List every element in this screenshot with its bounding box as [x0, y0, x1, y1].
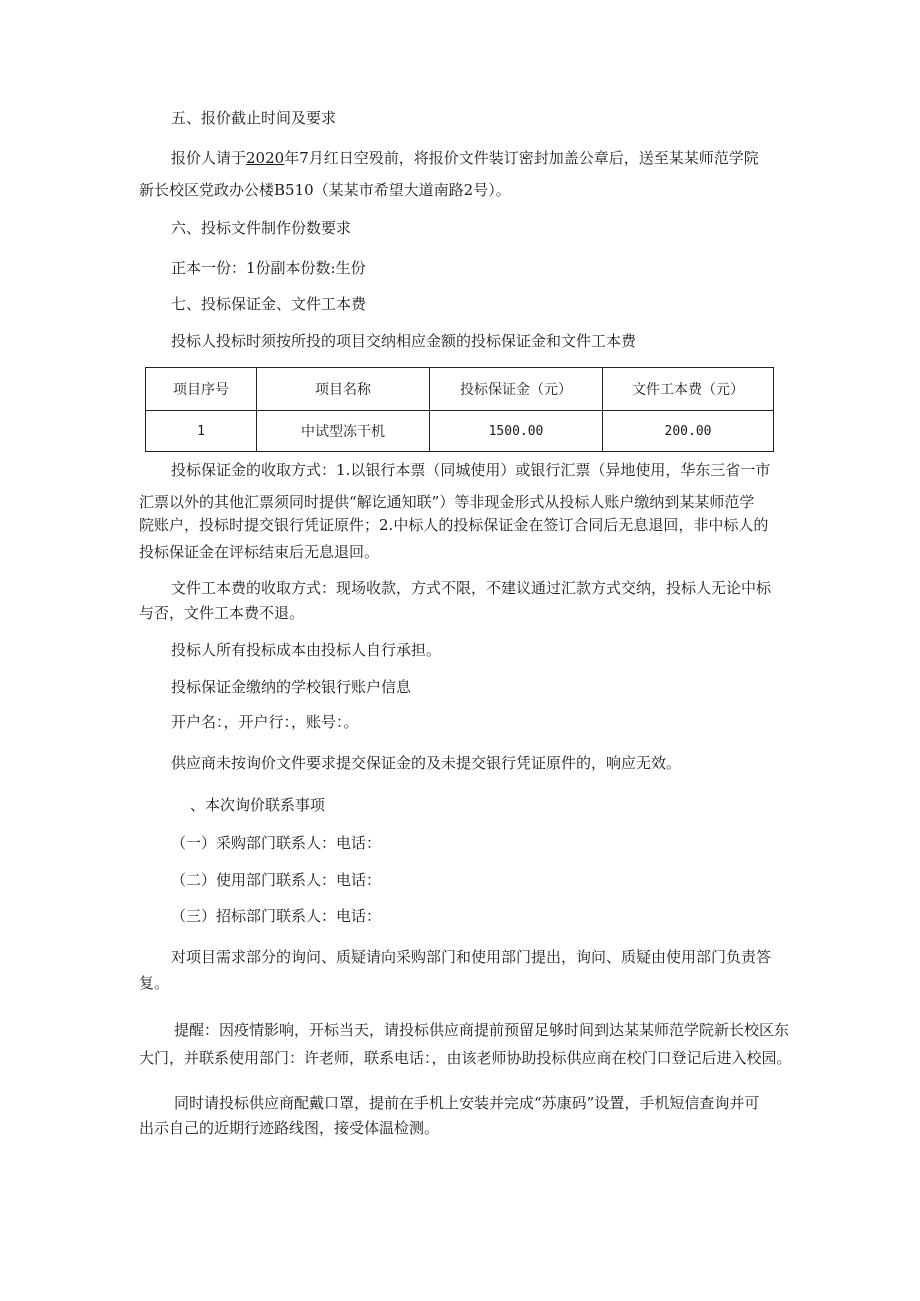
- column-header: 投标保证金（元）: [430, 368, 603, 411]
- contact-line-tender-dept: （三）招标部门联系人：电话：: [171, 907, 382, 925]
- fee-paragraph-line-1: 文件工本费的收取方式：现场收款，方式不限，不建议通过汇款方式交纳，投标人无论中标: [171, 579, 772, 597]
- invalid-response-paragraph: 供应商未按询价文件要求提交保证金的及未提交银行凭证原件的，响应无效。: [171, 754, 682, 772]
- table-cell: 1: [146, 411, 257, 452]
- fee-table: [145, 367, 774, 452]
- mask-paragraph-line-1: 同时请投标供应商配戴口罩，提前在手机上安装并完成“苏康码”设置，手机短信查询并可: [174, 1094, 760, 1112]
- column-header: 文件工本费（元）: [603, 368, 774, 411]
- reminder-paragraph-line-1: 提醒：因疫情影响，开标当天，请投标供应商提前预留足够时间到达某某师范学院新长校区东: [174, 1021, 790, 1039]
- bank-info-line: 开户名：，开户行：，账号：。: [171, 713, 359, 731]
- reminder-paragraph-line-2: 大门，并联系使用部门：许老师，联系电话：，由该老师协助投标供应商在校门口登记后进入校园。: [139, 1049, 792, 1067]
- mask-paragraph-line-2: 出示自己的近期行迹路线图，接受体温检测。: [139, 1119, 440, 1137]
- section-6-title: 六、投标文件制作份数要求: [171, 219, 352, 237]
- contact-line-procurement: （一）采购部门联系人：电话：: [171, 834, 382, 852]
- table-cell: 1500.00: [430, 411, 603, 452]
- cost-paragraph: 投标人所有投标成本由投标人自行承担。: [171, 641, 442, 659]
- column-header: 项目名称: [257, 368, 430, 411]
- section-6-paragraph: 正本一份：1份副本份数:生份: [171, 259, 366, 277]
- section-7-title: 七、投标保证金、文件工本费: [171, 295, 367, 313]
- contact-line-user-dept: （二）使用部门联系人：电话：: [171, 871, 382, 889]
- year-underlined: 2020: [246, 149, 285, 167]
- table-cell: 200.00: [603, 411, 774, 452]
- deposit-paragraph-line-3: 院账户，投标时提交银行凭证原件；2.中标人的投标保证金在签订合同后无息退回，非中标人的: [139, 516, 769, 534]
- table-row: [146, 411, 774, 452]
- deposit-paragraph-line-1: 投标保证金的收取方式：1.以银行本票（同城使用）或银行汇票（异地使用，华东三省一市: [171, 461, 771, 479]
- table-cell: 中试型冻干机: [257, 411, 430, 452]
- inquiry-paragraph-line-1: 对项目需求部分的询问、质疑请向采购部门和使用部门提出，询问、质疑由使用部门负责答: [171, 948, 772, 966]
- inquiry-paragraph-line-2: 复。: [139, 974, 170, 992]
- column-header: 项目序号: [146, 368, 257, 411]
- text-segment: 年7月红日空殁前，将报价文件装订密封加盖公章后，送至某某师范学院: [284, 149, 759, 167]
- section-5-paragraph-line-2: 新长校区党政办公楼B510（某某市希望大道南路2号）。: [139, 181, 511, 199]
- section-5-title: 五、报价截止时间及要求: [171, 109, 337, 127]
- contact-section-title: 、本次询价联系事项: [190, 796, 326, 814]
- table-header-row: [146, 368, 774, 411]
- fee-paragraph-line-2: 与否，文件工本费不退。: [139, 604, 305, 622]
- section-7-paragraph: 投标人投标时须按所投的项目交纳相应金额的投标保证金和文件工本费: [171, 332, 637, 350]
- deposit-paragraph-line-2: 汇票以外的其他汇票须同时提供“解讫通知联”）等非现金形式从投标人账户缴纳到某某师范学: [139, 493, 755, 511]
- bank-info-title: 投标保证金缴纳的学校银行账户信息: [171, 678, 412, 696]
- text-segment: 报价人请于: [171, 149, 247, 167]
- deposit-paragraph-line-4: 投标保证金在评标结束后无息退回。: [139, 543, 380, 561]
- section-5-paragraph-line-1: [171, 148, 759, 168]
